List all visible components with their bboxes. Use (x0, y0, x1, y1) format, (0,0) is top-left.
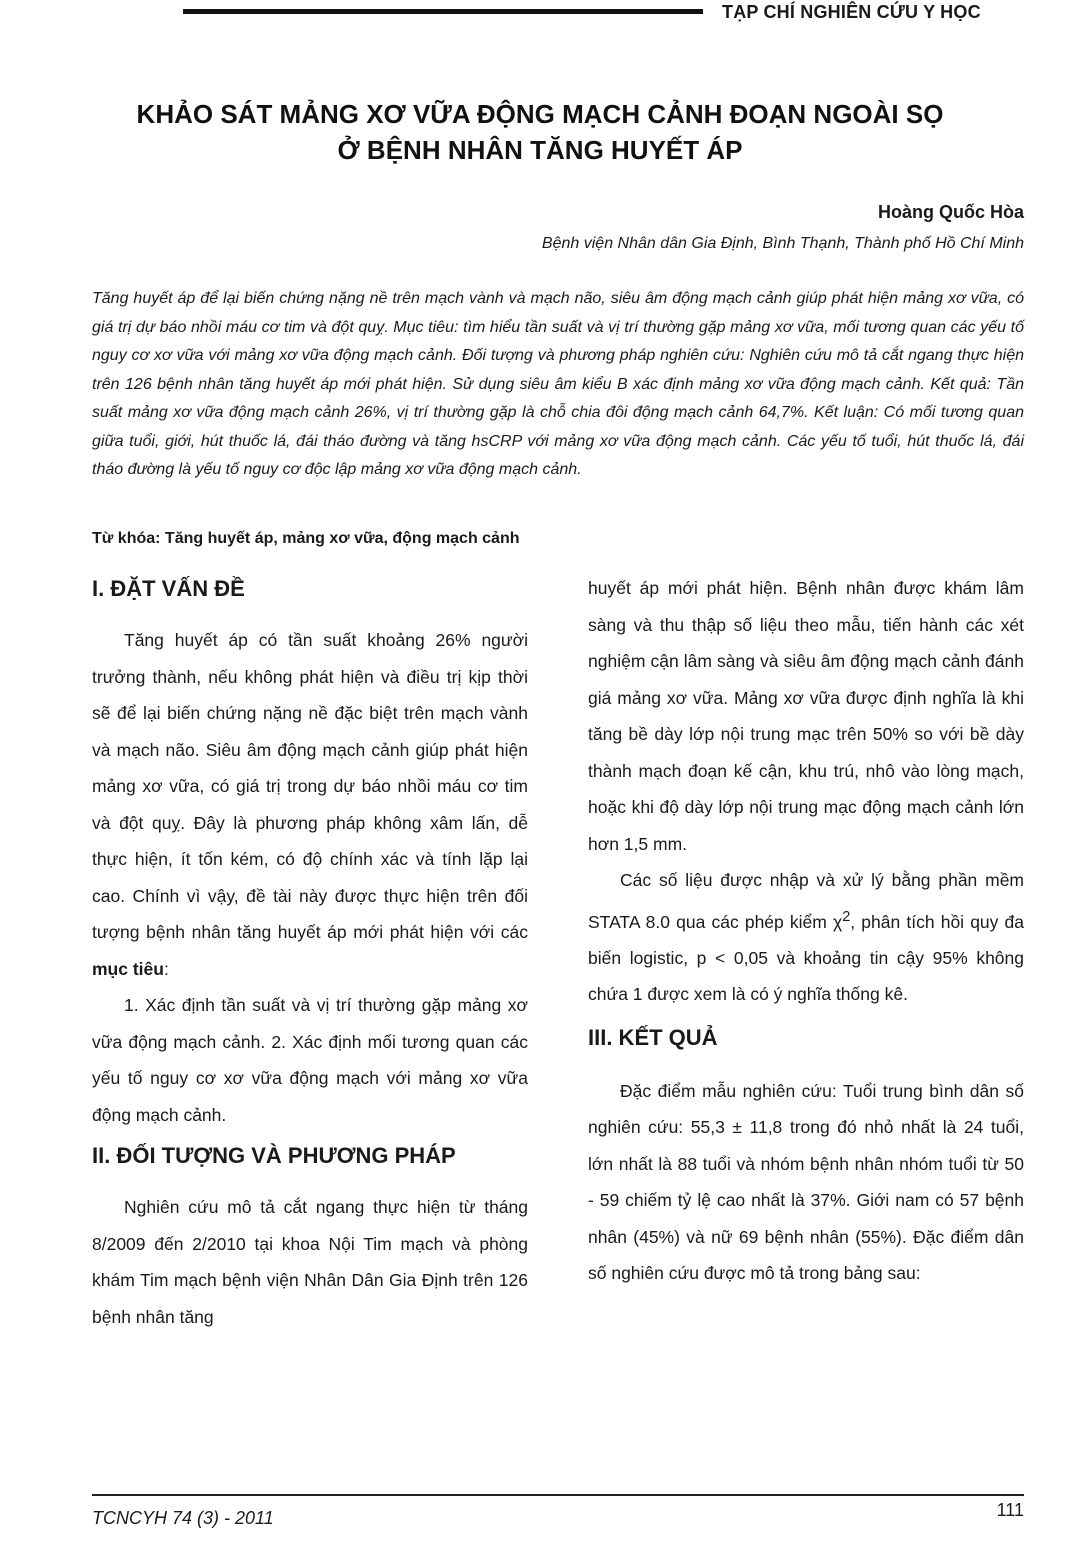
abstract: Tăng huyết áp để lại biến chứng nặng nề trên mạch vành và mạch não, siêu âm động mạch cảnh giúp phát hiện mảng xơ vữa, có giá trị dự báo nhồi máu cơ tim và đột quỵ. Mục tiêu: tìm hiểu tần suất và vị trí thường gặp mảng xơ vữa, mối tương quan các yếu tố nguy cơ xơ vữa với mảng xơ vữa động mạch cảnh. Đối tượng và phương pháp nghiên cứu: Nghiên cứu mô tả cắt ngang thực hiện trên 126 bệnh nhân tăng huyết áp mới phát hiện. Sử dụng siêu âm kiểu B xác định mảng xơ vữa động mạch cảnh. Kết quả: Tần suất mảng xơ vữa động mạch cảnh 26%, vị trí thường gặp là chỗ chia đôi động mạch cảnh 64,7%. Kết luận: Có mối tương quan giữa tuổi, giới, hút thuốc lá, đái tháo đường và tăng hsCRP với mảng xơ vữa động mạch cảnh. Các yếu tố tuổi, hút thuốc lá, đái tháo đường là yếu tố nguy cơ độc lập mảng xơ vữa động mạch cảnh. (92, 290, 1024, 478)
methods-paragraph: Nghiên cứu mô tả cắt ngang thực hiện từ tháng 8/2009 đến 2/2010 tại khoa Nội Tim mạch và phòng khám Tim mạch bệnh viện Nhân Dân Gia Định trên 126 bệnh nhân tăng (92, 1197, 528, 1327)
author-affiliation: Bệnh viện Nhân dân Gia Định, Bình Thạnh, Thành phố Hồ Chí Minh (541, 235, 1024, 252)
footer-rule (92, 1494, 1024, 1496)
methods-continued-paragraph: huyết áp mới phát hiện. Bệnh nhân được khám lâm sàng và thu thập số liệu theo mẫu, tiến hành các xét nghiệm cận lâm sàng và siêu âm động mạch cảnh đánh giá mảng xơ vữa. Mảng xơ vữa được định nghĩa là khi tăng bề dày lớp nội trung mạc trên 50% so với bề dày thành mạch đoạn kế cận, khu trú, nhô vào lòng mạch, hoặc khi độ dày lớp nội trung mạc động mạch cảnh lớn hơn 1,5 mm. (588, 578, 1024, 854)
title-line-1: KHẢO SÁT MẢNG XƠ VỮA ĐỘNG MẠCH CẢNH ĐOẠN NGOÀI SỌ (136, 99, 944, 129)
section-heading-introduction: I. ĐẶT VẤN ĐỀ (92, 576, 245, 601)
results-paragraph: Đặc điểm mẫu nghiên cứu: Tuổi trung bình dân số nghiên cứu: 55,3 ± 11,8 trong đó nhỏ nhất là 24 tuổi, lớn nhất là 88 tuổi và nhóm bệnh nhân nhóm tuổi từ 50 - 59 chiếm tỷ lệ cao nhất là 37%. Giới nam có 57 bệnh nhân (45%) và nữ 69 bệnh nhân (55%). Đặc điểm dân số nghiên cứu được mô tả trong bảng sau: (588, 1080, 1024, 1284)
article-title (90, 96, 990, 168)
statistics-text: Các số liệu được nhập và xử lý bằng phần mềm STATA 8.0 qua các phép kiểm χ (588, 870, 1024, 932)
section-heading-results: III. KẾT QUẢ (588, 1024, 718, 1050)
objectives-paragraph: 1. Xác định tần suất và vị trí thường gặp mảng xơ vữa động mạch cảnh. 2. Xác định mối tương quan các yếu tố nguy cơ xơ vữa động mạch với mảng xơ vữa động mạch cảnh. (92, 995, 528, 1125)
journal-name: TẠP CHÍ NGHIÊN CỨU Y HỌC (722, 2, 981, 22)
keywords: Từ khóa: Tăng huyết áp, mảng xơ vữa, động mạch cảnh (92, 530, 520, 547)
intro-colon: : (163, 958, 169, 979)
section-heading-methods: II. ĐỐI TƯỢNG VÀ PHƯƠNG PHÁP (92, 1143, 456, 1168)
introduction-paragraph (92, 622, 528, 987)
page-number: 111 (996, 1500, 1024, 1520)
left-column (92, 570, 528, 1335)
statistics-text-end: , phân tích hồi quy đa biến logistic, p < 0,05 và khoảng tin cậy 95% không chứa 1 được xem là có ý nghĩa thống kê. (588, 911, 1025, 1005)
objectives-label: mục tiêu (92, 958, 164, 979)
chi-square-superscript: 2 (842, 908, 851, 925)
title-line-2: Ở BỆNH NHÂN TĂNG HUYẾT ÁP (337, 135, 743, 165)
footer-citation: TCNCYH 74 (3) - 2011 (92, 1508, 274, 1528)
statistics-paragraph (588, 862, 1024, 1013)
author-name: Hoàng Quốc Hòa (877, 202, 1024, 222)
right-column (588, 570, 1024, 1292)
header-rule (183, 9, 703, 14)
intro-text: Tăng huyết áp có tần suất khoảng 26% người trưởng thành, nếu không phát hiện và điều trị kịp thời sẽ để lại biến chứng nặng nề đặc biệt trên mạch vành và mạch não. Siêu âm động mạch cảnh giúp phát hiện mảng xơ vữa, có giá trị trong dự báo nhồi máu cơ tim và đột quỵ. Đây là phương pháp không xâm lấn, dễ thực hiện, ít tốn kém, có độ chính xác và tính lặp lại cao. Chính vì vậy, đề tài này được thực hiện trên đối tượng bệnh nhân tăng huyết áp mới phát hiện với các (92, 630, 528, 942)
